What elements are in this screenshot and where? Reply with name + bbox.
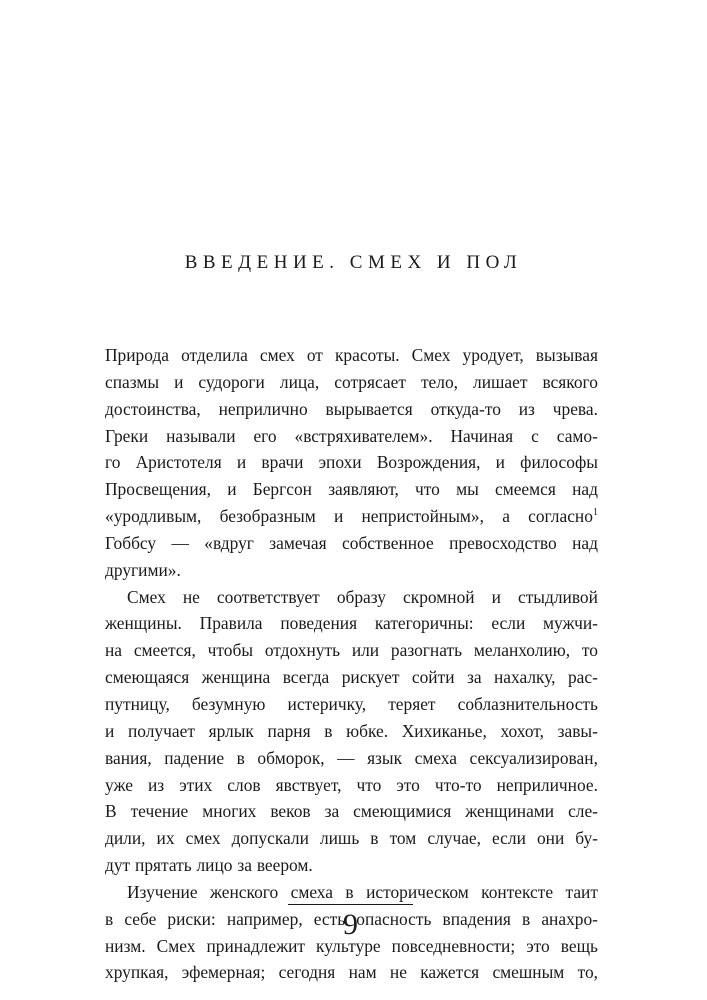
text-word: неприличное. <box>496 774 598 795</box>
text-word: кажется <box>420 962 480 983</box>
body-text <box>105 342 598 986</box>
text-word: их <box>156 828 175 849</box>
text-word: Просвещения, <box>105 479 211 500</box>
text-word: и <box>227 479 237 500</box>
text-word: Аристотеля <box>135 452 222 473</box>
text-word: допускали <box>231 828 309 849</box>
text-word: хрупкая, <box>105 962 169 983</box>
text-word: сле- <box>568 801 598 822</box>
text-word: в <box>522 908 531 929</box>
text-word: безумную <box>191 693 266 714</box>
text-word: смеха <box>414 747 457 768</box>
text-word: культуре <box>316 935 381 956</box>
text-word: нахалку, <box>493 667 556 688</box>
text-word: уже <box>105 774 133 795</box>
footnote-marker: 1 <box>592 507 598 519</box>
text-word: Смех <box>127 586 166 607</box>
text-word: лишь <box>319 828 360 849</box>
text-word: смешным <box>492 962 565 983</box>
text-word: например, <box>226 908 303 929</box>
text-word: заявляют, <box>328 479 399 500</box>
text-word: безобразным <box>219 506 316 527</box>
text-word: Природа <box>105 345 170 365</box>
text-line <box>105 718 598 745</box>
text-word: лицо <box>196 855 233 876</box>
text-word: низм. <box>105 935 146 956</box>
text-word: вещь <box>560 935 598 956</box>
text-word: не <box>182 586 200 607</box>
text-word: соответствует <box>216 586 320 607</box>
text-word: из <box>148 774 165 795</box>
text-word: собственное <box>342 532 434 553</box>
text-line <box>105 772 598 799</box>
text-word: всегда <box>282 667 330 688</box>
text-word: таит <box>565 881 598 902</box>
text-word: смеемся <box>494 479 556 500</box>
text-word: рас- <box>567 667 598 688</box>
text-word: женщинами <box>465 801 555 822</box>
text-word: Начиная <box>450 425 514 446</box>
text-word: есть <box>313 908 346 929</box>
text-word: непристойным», <box>361 506 484 527</box>
text-word: дут <box>105 855 131 876</box>
text-line <box>105 959 598 986</box>
text-word: в <box>236 747 245 768</box>
text-word: и <box>236 452 247 473</box>
text-word: в <box>324 720 333 741</box>
text-line <box>105 610 598 637</box>
text-line <box>105 664 598 691</box>
text-word: сегодня <box>278 962 336 983</box>
text-line <box>105 369 598 396</box>
text-line <box>105 879 598 906</box>
text-line <box>105 476 598 503</box>
text-word: соблазнительность <box>457 693 598 714</box>
text-word: обморок, <box>257 747 325 768</box>
text-word: отдохнуть <box>264 640 341 661</box>
text-word: в <box>105 908 114 929</box>
text-word: а <box>502 506 510 527</box>
text-line <box>105 342 598 369</box>
text-word: то <box>581 640 598 661</box>
text-line <box>105 503 598 530</box>
text-word: смеха <box>290 881 333 902</box>
text-line <box>105 637 598 664</box>
text-word: течение <box>130 801 189 822</box>
text-word: получает <box>127 720 195 741</box>
text-word: меланхолию, <box>473 640 571 661</box>
text-word: согласно$^1$ <box>528 506 598 527</box>
text-word: философы <box>520 452 598 473</box>
text-word: теряет <box>388 693 436 714</box>
text-word: смех <box>259 345 295 365</box>
text-word: юбке. <box>346 720 389 741</box>
text-word: ярлык <box>208 720 254 741</box>
text-word: Хихиканье, <box>401 720 487 741</box>
text-word: Изучение <box>127 881 198 902</box>
text-line <box>105 745 598 772</box>
text-line <box>105 584 598 611</box>
text-word: Гоббсу <box>105 532 157 553</box>
text-word: чрева. <box>552 398 598 419</box>
text-word: откуда-то <box>430 398 501 419</box>
text-word: повседневности; <box>391 935 516 956</box>
text-line <box>105 530 598 557</box>
text-word: в <box>370 828 379 849</box>
text-word: если <box>492 828 526 849</box>
text-word: смеющимися <box>353 801 452 822</box>
text-word: го <box>105 452 121 473</box>
text-word: хохот, <box>500 720 544 741</box>
text-word: — <box>171 532 189 553</box>
text-word: лица, <box>279 371 320 392</box>
text-word: над <box>572 532 598 553</box>
text-word: риски: <box>167 908 216 929</box>
text-word: судороги <box>198 371 265 392</box>
text-word: превосходство <box>449 532 557 553</box>
text-line <box>105 396 598 423</box>
text-word: прятать <box>135 855 192 876</box>
text-word: и <box>105 720 115 741</box>
text-word: неприлично <box>218 398 308 419</box>
text-line <box>105 825 598 852</box>
text-word: чтобы <box>207 640 254 661</box>
text-word: стыдливой <box>517 586 598 607</box>
text-word: категоричны: <box>374 613 474 634</box>
text-word: язык <box>367 747 403 768</box>
text-word: контексте <box>481 881 554 902</box>
text-word: скромной <box>403 586 475 607</box>
text-word: эфемерная; <box>181 962 266 983</box>
text-word: вания, <box>105 747 152 768</box>
text-word: если <box>491 613 526 634</box>
text-word: многих <box>202 801 257 822</box>
text-line <box>105 852 598 879</box>
text-word: образу <box>336 586 386 607</box>
text-word: историческом <box>366 881 469 902</box>
text-word: уродует, <box>462 345 524 365</box>
text-line <box>105 557 598 584</box>
text-word: отделила <box>181 345 248 365</box>
text-word: Греки <box>105 425 149 446</box>
text-word: что-то <box>434 774 482 795</box>
text-word: тело, <box>420 371 458 392</box>
text-word: с <box>531 425 539 446</box>
text-word: или <box>351 640 380 661</box>
text-word: разогнать <box>390 640 463 661</box>
text-word: «встряхивателем». <box>294 425 433 446</box>
text-word: они <box>536 828 565 849</box>
text-word: не <box>389 962 407 983</box>
text-word: «вдруг <box>204 532 254 553</box>
text-word: его <box>253 425 277 446</box>
text-line <box>105 423 598 450</box>
text-word: том <box>389 828 417 849</box>
text-word: то, <box>577 962 598 983</box>
text-word: всякого <box>542 371 598 392</box>
text-line <box>105 449 598 476</box>
text-line <box>105 798 598 825</box>
text-word: женщина <box>201 667 271 688</box>
text-word: веков <box>270 801 311 822</box>
text-word: женского <box>209 881 279 902</box>
text-word: случае, <box>427 828 481 849</box>
text-word: за <box>237 855 252 876</box>
text-word: впадения <box>442 908 511 929</box>
text-word: что <box>415 479 440 500</box>
text-word: само- <box>556 425 598 446</box>
text-word: Бергсон <box>252 479 312 500</box>
text-word: красоты. <box>334 345 400 365</box>
text-word: и <box>333 506 344 527</box>
text-word: веером. <box>256 855 313 876</box>
text-word: смех <box>185 828 221 849</box>
chapter-heading: ВВЕДЕНИЕ. СМЕХ И ПОЛ <box>184 252 523 273</box>
text-word: дили, <box>105 828 146 849</box>
text-word: истеричку, <box>287 693 367 714</box>
text-word: за <box>324 801 340 822</box>
text-word: женщины. <box>105 613 182 634</box>
text-word: путницу, <box>105 693 170 714</box>
text-word: лишает <box>473 371 528 392</box>
text-word: принадлежит <box>206 935 305 956</box>
text-word: Смех <box>411 345 451 365</box>
text-word: вызывая <box>535 345 598 365</box>
text-word: из <box>518 398 535 419</box>
text-word: достоинства, <box>105 398 201 419</box>
text-word: в <box>345 881 354 902</box>
footer-rule <box>288 904 413 905</box>
text-word: — <box>337 747 355 768</box>
text-line <box>105 691 598 718</box>
text-word: это <box>396 774 420 795</box>
text-word: от <box>306 345 323 365</box>
text-word: бу- <box>575 828 598 849</box>
text-word: и <box>491 586 501 607</box>
text-word: эпохи <box>318 452 362 473</box>
text-word: парня <box>267 720 311 741</box>
text-word: Возрождения, <box>376 452 481 473</box>
text-word: слов <box>227 774 261 795</box>
text-word: что <box>356 774 382 795</box>
text-word: анахро- <box>541 908 598 929</box>
text-word: себе <box>124 908 157 929</box>
text-word: В <box>105 801 117 822</box>
text-word: называли <box>166 425 236 446</box>
text-word: спазмы <box>105 371 160 392</box>
text-word: падение <box>164 747 225 768</box>
text-word: врачи <box>261 452 304 473</box>
text-word: замечая <box>269 532 327 553</box>
page-number: 9 <box>343 908 358 941</box>
text-word: другими». <box>105 559 181 580</box>
text-word: опасность <box>356 908 432 929</box>
text-word: нам <box>348 962 377 983</box>
text-word: смеющаяся <box>105 667 190 688</box>
text-word: вырывается <box>325 398 413 419</box>
text-word: поведения <box>280 613 358 634</box>
text-word: Смех <box>156 935 196 956</box>
text-word: сотрясает <box>334 371 406 392</box>
text-word: завы- <box>557 720 598 741</box>
text-word: мы <box>456 479 479 500</box>
text-word: мужчи- <box>543 613 598 634</box>
text-word: явствует, <box>275 774 342 795</box>
text-word: над <box>572 479 598 500</box>
text-word: и <box>174 371 184 392</box>
text-word: рискует <box>341 667 400 688</box>
text-word: сексуализирован, <box>469 747 598 768</box>
text-word: этих <box>179 774 213 795</box>
text-word: за <box>466 667 482 688</box>
text-word: и <box>495 452 505 473</box>
text-word: сойти <box>411 667 455 688</box>
text-word: смеется, <box>133 640 196 661</box>
text-word: на <box>105 640 123 661</box>
text-word: это <box>526 935 550 956</box>
text-word: Правила <box>199 613 263 634</box>
text-word: «уродливым, <box>105 506 202 527</box>
